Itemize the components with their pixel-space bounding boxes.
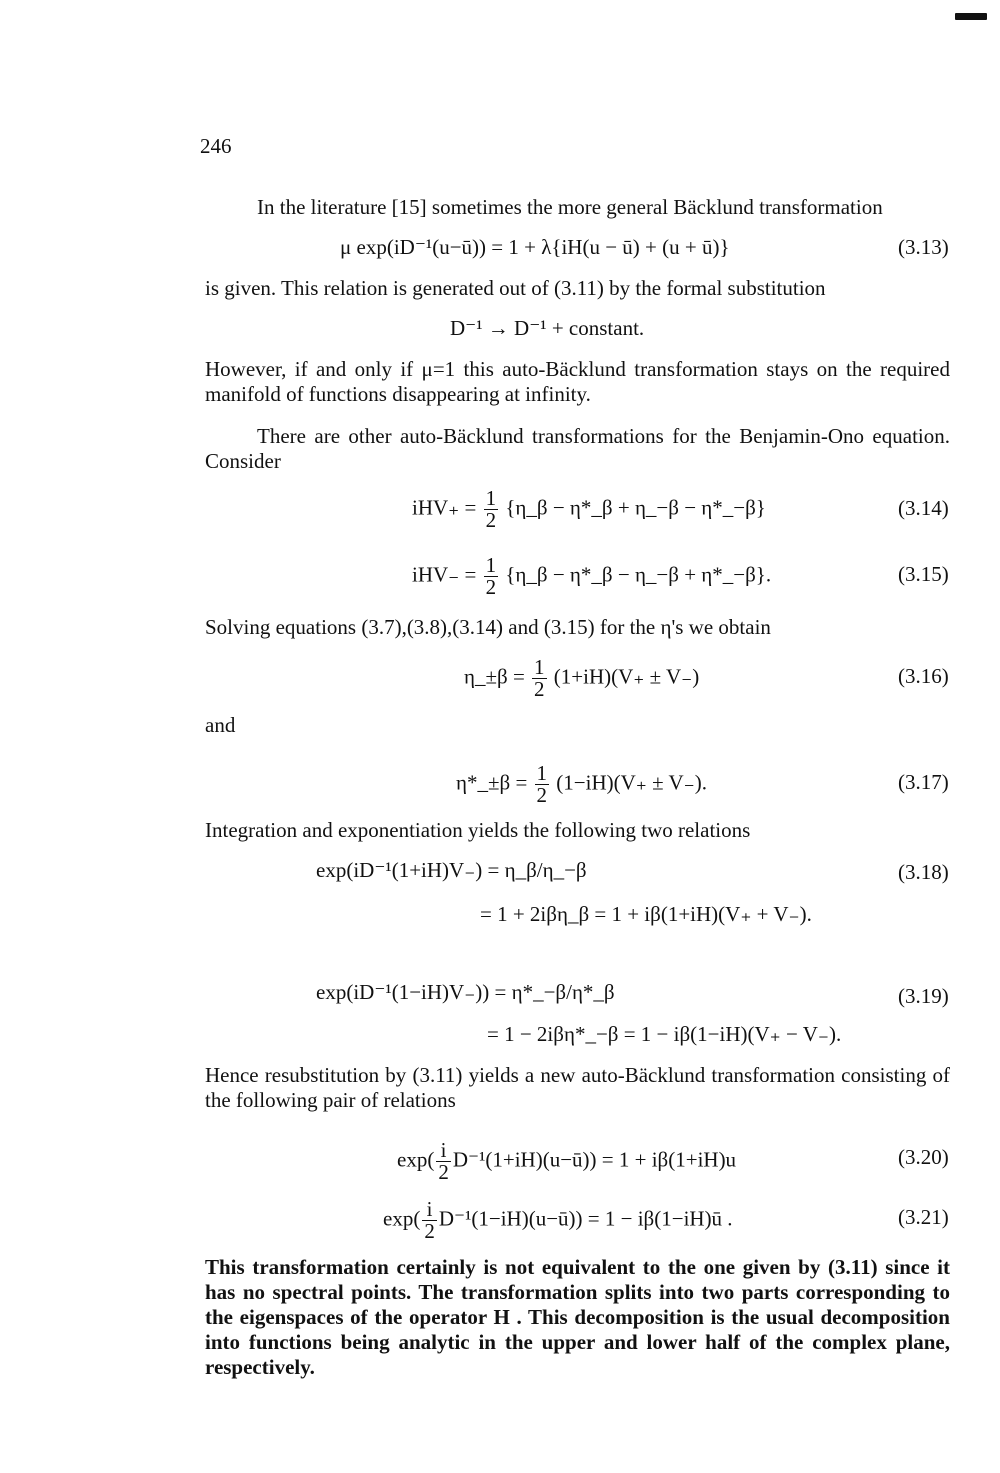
fraction-i-half bbox=[422, 1199, 437, 1242]
fraction-i-half bbox=[436, 1140, 451, 1183]
equation-3-18-line-1: exp(iD⁻¹(1+iH)V₋) = η_β/η_−β bbox=[316, 858, 587, 882]
equation-3-21 bbox=[383, 1199, 733, 1242]
paragraph-6: Integration and exponentiation yields the following two relations bbox=[205, 818, 751, 842]
fraction-numerator: 1 bbox=[536, 761, 548, 785]
equation-3-21-body: D⁻¹(1−iH)(u−ū)) = 1 − iβ(1−iH)ū . bbox=[438, 1206, 733, 1231]
fraction-half bbox=[484, 488, 499, 531]
equation-number-3-17: (3.17) bbox=[898, 770, 949, 794]
fraction-half bbox=[532, 657, 547, 700]
paragraph-8: This transformation certainly is not equivalent to the one given by (3.11) since it has no spectral points. The transformation splits into two parts corresponding to the eigenspaces of the operator H . This decomposition is the usual decomposition into functions being analytic in the upper and lower half of the complex plane, respectively. bbox=[205, 1255, 950, 1379]
equation-3-16-rhs: (1+iH)(V₊ ± V₋) bbox=[553, 664, 700, 689]
equation-3-15-lhs: iHV₋ = bbox=[412, 562, 477, 587]
equation-3-19-line-2: = 1 − 2iβη*_−β = 1 − iβ(1−iH)(V₊ − V₋). bbox=[487, 1022, 842, 1046]
fraction-half bbox=[535, 763, 550, 806]
fraction-denominator: 2 bbox=[438, 1160, 449, 1184]
equation-number-3-16: (3.16) bbox=[898, 664, 949, 688]
equation-number-3-13: (3.13) bbox=[898, 235, 949, 259]
equation-3-20-prefix: exp( bbox=[397, 1147, 435, 1172]
fraction-denominator: 2 bbox=[534, 677, 545, 701]
paragraph-7: Hence resubstitution by (3.11) yields a new auto-Bäcklund transformation consisting of the following pair of relations bbox=[205, 1063, 950, 1112]
equation-3-15 bbox=[412, 555, 771, 598]
fraction-numerator: 1 bbox=[485, 486, 497, 510]
paragraph-4: There are other auto-Bäcklund transformations for the Benjamin-Ono equation. Consider bbox=[205, 424, 950, 473]
fraction-denominator: 2 bbox=[424, 1219, 435, 1243]
equation-3-14 bbox=[412, 488, 766, 531]
paragraph-5: Solving equations (3.7),(3.8),(3.14) and (3.15) for the η's we obtain bbox=[205, 615, 771, 639]
equation-3-14-rhs: {η_β − η*_β + η_−β − η*_−β} bbox=[505, 495, 766, 520]
equation-number-3-19: (3.19) bbox=[898, 984, 949, 1008]
fraction-numerator: i bbox=[426, 1197, 433, 1221]
equation-3-18-line-2: = 1 + 2iβη_β = 1 + iβ(1+iH)(V₊ + V₋). bbox=[480, 902, 812, 926]
equation-3-17-lhs: η*_±β = bbox=[456, 770, 528, 795]
fraction-denominator: 2 bbox=[485, 508, 497, 532]
fraction-numerator: 1 bbox=[534, 655, 545, 679]
fraction-denominator: 2 bbox=[536, 783, 548, 807]
fraction-denominator: 2 bbox=[485, 575, 497, 599]
equation-3-20 bbox=[397, 1140, 736, 1183]
word-and: and bbox=[205, 713, 236, 737]
paragraph-2: is given. This relation is generated out of (3.11) by the formal substitution bbox=[205, 276, 826, 300]
fraction-half bbox=[484, 555, 499, 598]
equation-3-13: μ exp(iD⁻¹(u−ū)) = 1 + λ{iH(u − ū) + (u + ū)} bbox=[340, 235, 730, 259]
equation-3-19-line-1: exp(iD⁻¹(1−iH)V₋)) = η*_−β/η*_β bbox=[316, 980, 615, 1004]
substitution-formula: D⁻¹ → D⁻¹ + constant. bbox=[450, 316, 645, 340]
equation-number-3-15: (3.15) bbox=[898, 562, 949, 586]
equation-3-15-rhs: {η_β − η*_β − η_−β + η*_−β}. bbox=[505, 562, 772, 587]
scan-mark bbox=[955, 13, 987, 20]
equation-3-16-lhs: η_±β = bbox=[464, 664, 525, 689]
page-number: 246 bbox=[200, 134, 232, 158]
equation-3-17 bbox=[456, 763, 707, 806]
equation-3-21-prefix: exp( bbox=[383, 1206, 421, 1231]
equation-number-3-18: (3.18) bbox=[898, 860, 949, 884]
paragraph-1: In the literature [15] sometimes the more general Bäcklund transformation bbox=[257, 195, 883, 219]
equation-3-17-rhs: (1−iH)(V₊ ± V₋). bbox=[556, 770, 708, 795]
paragraph-3: However, if and only if μ=1 this auto-Bäcklund transformation stays on the required manifold of functions disappearing at infinity. bbox=[205, 357, 950, 406]
equation-3-20-body: D⁻¹(1+iH)(u−ū)) = 1 + iβ(1+iH)u bbox=[452, 1147, 737, 1172]
fraction-numerator: 1 bbox=[485, 553, 497, 577]
equation-number-3-20: (3.20) bbox=[898, 1145, 949, 1169]
equation-3-16 bbox=[464, 657, 699, 700]
equation-number-3-21: (3.21) bbox=[898, 1205, 949, 1229]
fraction-numerator: i bbox=[440, 1138, 447, 1162]
equation-number-3-14: (3.14) bbox=[898, 496, 949, 520]
equation-3-14-lhs: iHV₊ = bbox=[412, 495, 477, 520]
